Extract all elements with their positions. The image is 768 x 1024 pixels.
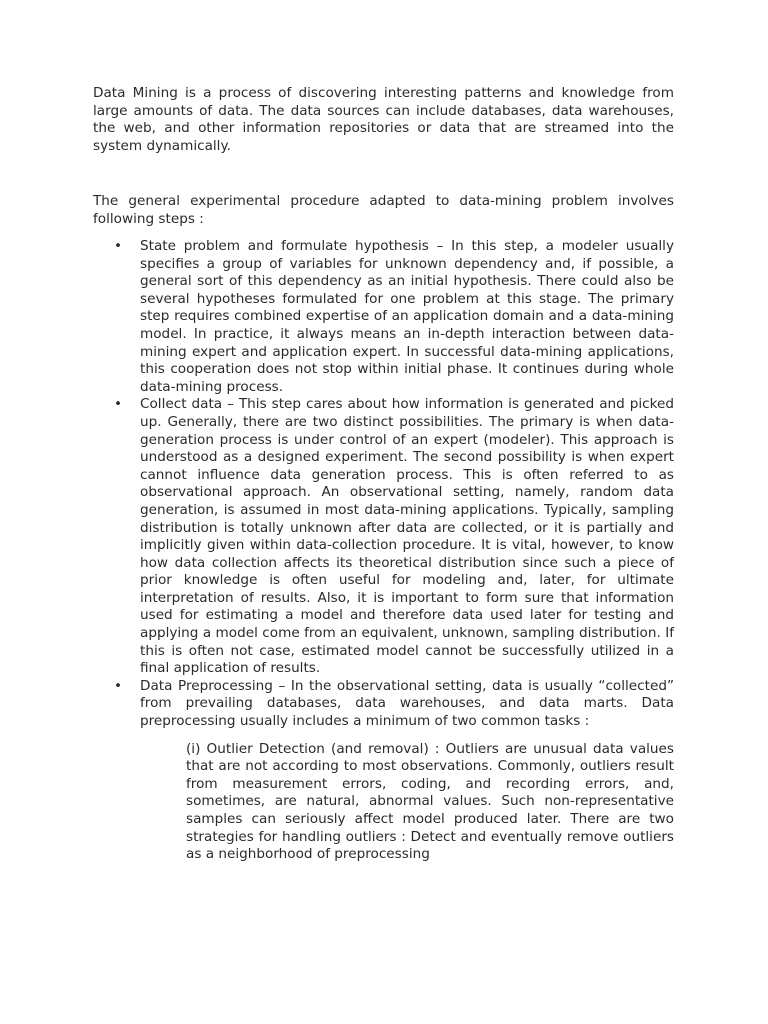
bullet-icon: • xyxy=(114,396,123,413)
list-item xyxy=(93,238,674,396)
list-item xyxy=(93,678,674,864)
step-text: Collect data – This step cares about how information is generated and picked up. Generally, there are two distinct possibilities. The primary is when data-generation process is under control of an expert (modeler). This approach is understood as a designed experiment. The second possibility is when expert cannot influence data generation process. This is often referred to as observational approach. An observational setting, namely, random data generation, is assumed in most data-mining applications. Typically, sampling distribution is totally unknown after data are collected, or it is partially and implicitly given within data-collection procedure. It is vital, however, to know how data collection affects its theoretical distribution since such a piece of prior knowledge is often useful for modeling and, later, for ultimate interpretation of results. Also, it is important to form sure that information used for estimating a model and therefore data used later for testing and applying a model come from an equivalent, unknown, sampling distribution. If this is often not case, estimated model cannot be successfully utilized in a final application of results. xyxy=(140,396,674,677)
step-text: State problem and formulate hypothesis – In this step, a modeler usually specifies a group of variables for unknown dependency and, if possible, a general sort of this dependency as an initial hypothesis. There could also be several hypotheses formulated for one problem at this stage. The primary step requires combined expertise of an application domain and a data-mining model. In practice, it always means an in-depth interaction between data-mining expert and application expert. In successful data-mining applications, this cooperation does not stop within initial phase. It continues during whole data-mining process. xyxy=(140,238,674,395)
step-text: Data Preprocessing – In the observational setting, data is usually “collected” from prevailing databases, data warehouses, and data marts. Data preprocessing usually includes a minimum of two common tasks : xyxy=(140,677,674,730)
intro-paragraph: Data Mining is a process of discovering interesting patterns and knowledge from large amounts of data. The data sources can include databases, data warehouses, the web, and other information repositories or data that are streamed into the system dynamically. xyxy=(93,85,674,154)
sub-step-paragraph: (i) Outlier Detection (and removal) : Outliers are unusual data values that are not according to most observations. Commonly, outliers result from measurement errors, coding, and recording errors, and, sometimes, are natural, abnormal values. Such non-representative samples can seriously affect model produced later. There are two strategies for handling outliers : Detect and eventually remove outliers as a neighborhood of preprocessing xyxy=(186,740,674,863)
bullet-icon: • xyxy=(114,677,123,694)
bullet-icon: • xyxy=(114,238,123,254)
steps-list xyxy=(93,238,674,864)
procedure-intro-paragraph: The general experimental procedure adapted to data-mining problem involves following steps : xyxy=(93,193,674,227)
list-item xyxy=(93,396,674,678)
